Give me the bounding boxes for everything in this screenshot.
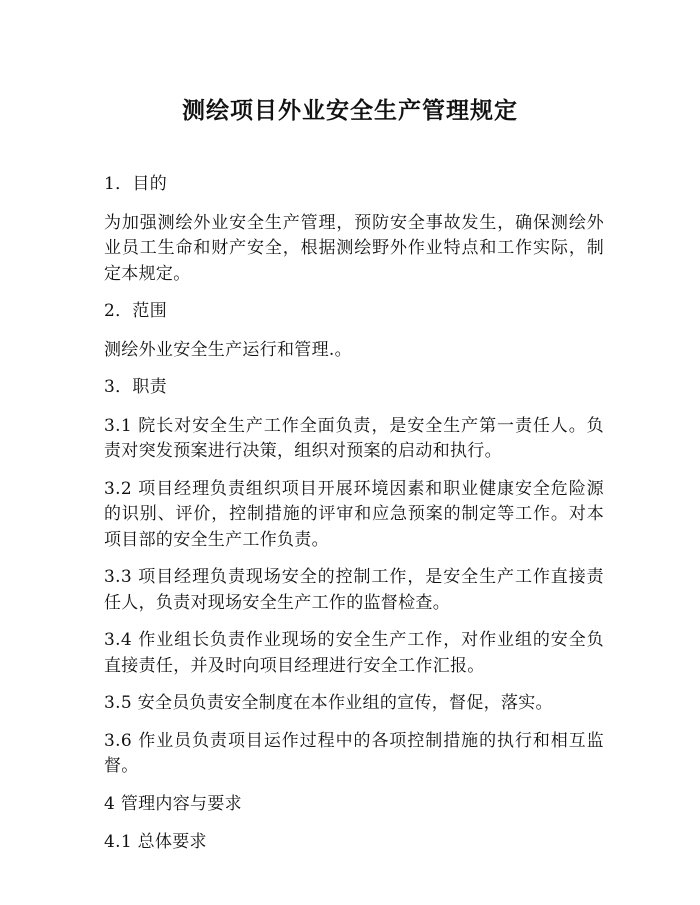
section-heading-purpose: 1．目的 (104, 174, 168, 194)
paragraph-3-6: 3.6 作业员负责项目运作过程中的各项控制措施的执行和相互监督。 (104, 730, 604, 776)
section-heading-general-requirements: 4.1 总体要求 (104, 832, 207, 852)
paragraph-scope: 测绘外业安全生产运行和管理.。 (104, 339, 352, 360)
section-heading-scope: 2．范围 (104, 301, 168, 321)
section-heading-management: 4 管理内容与要求 (104, 793, 242, 814)
paragraph-3-4: 3.4 作业组长负责作业现场的安全生产工作，对作业组的安全负直接责任，并及时向项目经理进行安全工作汇报。 (104, 630, 604, 676)
paragraph-3-1: 3.1 院长对安全生产工作全面负责，是安全生产第一责任人。负责对突发预案进行决策，组织对预案的启动和执行。 (104, 415, 604, 461)
paragraph-purpose: 为加强测绘外业安全生产管理，预防安全事故发生，确保测绘外业员工生命和财产安全，根据测绘野外作业特点和工作实际，制定本规定。 (104, 212, 604, 284)
document-title: 测绘项目外业安全生产管理规定 (182, 98, 518, 124)
paragraph-3-5: 3.5 安全员负责安全制度在本作业组的宣传，督促，落实。 (104, 693, 553, 713)
document-body (104, 172, 604, 869)
paragraph-3-3: 3.3 项目经理负责现场安全的控制工作，是安全生产工作直接责任人，负责对现场安全生产工作的监督检查。 (104, 567, 604, 613)
section-heading-responsibilities: 3．职责 (104, 377, 168, 397)
paragraph-3-2: 3.2 项目经理负责组织项目开展环境因素和职业健康安全危险源的识别、评价，控制措施的评审和应急预案的制定等工作。对本项目部的安全生产工作负责。 (104, 478, 604, 550)
